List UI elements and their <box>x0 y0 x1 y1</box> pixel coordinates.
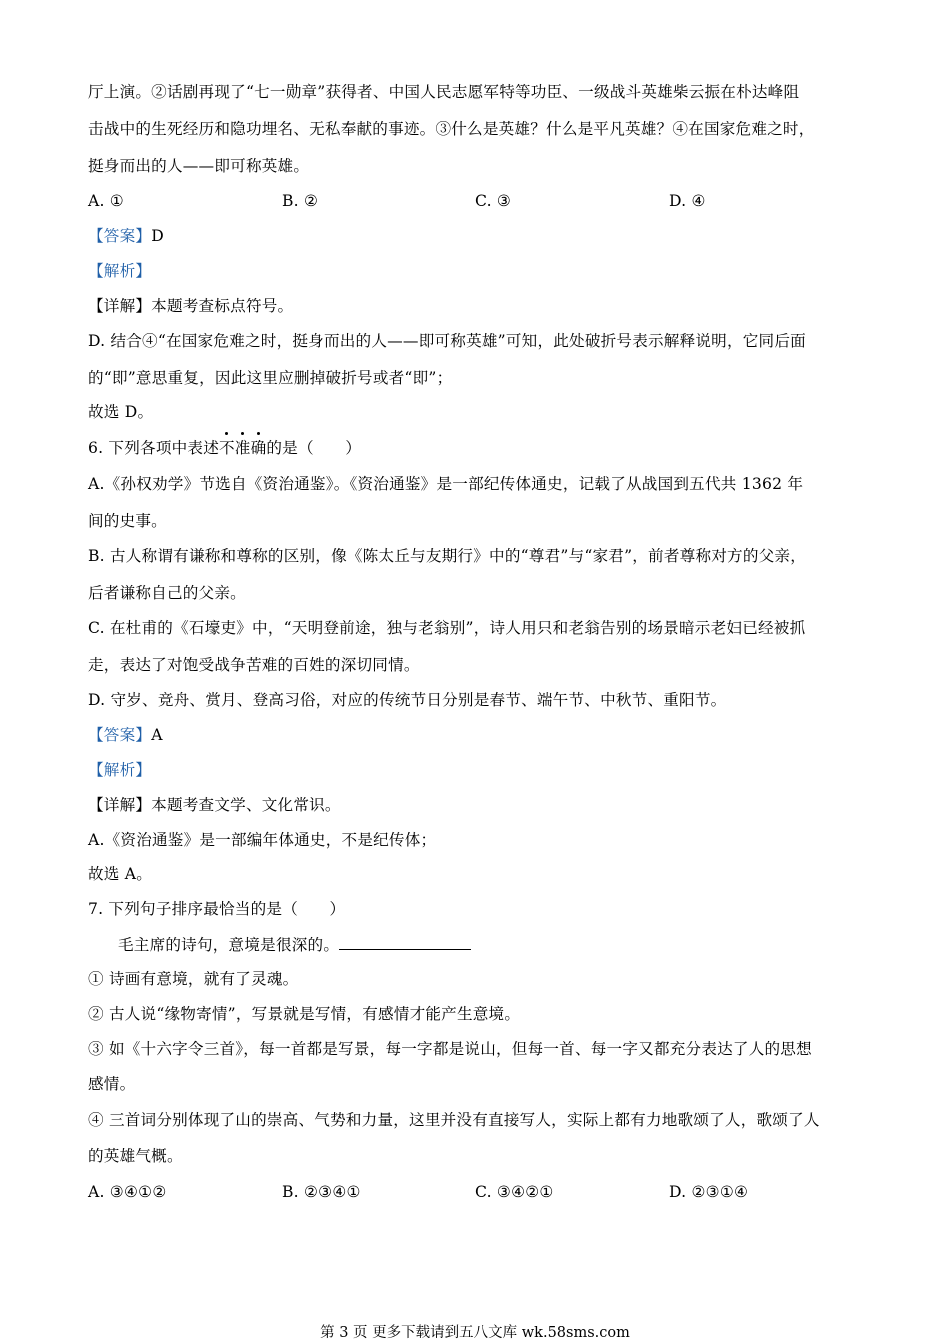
q5-option-d: D. ④ <box>669 192 706 210</box>
q5-answer-value: D <box>151 227 164 245</box>
q7-option-c: C. ③④②① <box>475 1183 554 1201</box>
q5-text-line-3: 挺身而出的人——即可称英雄。 <box>88 157 310 175</box>
q6-stem <box>88 438 361 458</box>
q6-stem-emph-1: 不 <box>219 439 235 457</box>
q6-stem-emph-3: 确 <box>250 439 267 457</box>
q6-stem-emph-2: 准 <box>234 439 251 457</box>
q6-conclusion: 故选 A。 <box>88 865 152 883</box>
q6-analysis-tag: 【解析】 <box>88 761 152 779</box>
q6-line-7: D. 守岁、竞舟、赏月、登高习俗，对应的传统节日分别是春节、端午节、中秋节、重阳节。 <box>88 691 727 709</box>
q5-explain-line-1: D. 结合④“在国家危难之时，挺身而出的人——即可称英雄”可知，此处破折号表示解释说明，它同后面 <box>88 332 806 350</box>
q6-stem-after: 的是（ ） <box>266 439 362 457</box>
q6-line-2: 间的史事。 <box>88 512 167 530</box>
q5-option-a: A. ① <box>88 192 124 210</box>
q5-explain-line-2: 的“即”意思重复，因此这里应删掉破折号或者“即”； <box>88 369 453 387</box>
q7-blank <box>339 935 471 950</box>
q7-line-1: ① 诗画有意境，就有了灵魂。 <box>88 970 299 988</box>
q6-line-4: 后者谦称自己的父亲。 <box>88 584 246 602</box>
answer-tag: 【答案】 <box>88 726 152 744</box>
q7-line-4: 感情。 <box>88 1075 136 1093</box>
q6-line-6: 走，表达了对饱受战争苦难的百姓的深切同情。 <box>88 656 420 674</box>
q6-detail: 【详解】本题考查文学、文化常识。 <box>88 796 341 814</box>
q7-lead <box>118 935 471 955</box>
q7-lead-text: 毛主席的诗句，意境是很深的。 <box>118 936 340 954</box>
q5-option-c: C. ③ <box>475 192 512 210</box>
q6-line-1: A.《孙权劝学》节选自《资治通鉴》。《资治通鉴》是一部纪传体通史，记载了从战国到五代共 1362 年 <box>88 475 804 493</box>
q7-option-a: A. ③④①② <box>88 1183 167 1201</box>
q7-line-6: 的英雄气概。 <box>88 1147 183 1165</box>
q5-option-b: B. ② <box>282 192 319 210</box>
q7-stem: 7. 下列句子排序最恰当的是（ ） <box>88 900 346 918</box>
q6-answer-line <box>88 725 163 745</box>
q6-answer-value: A <box>151 726 163 744</box>
q7-option-b: B. ②③④① <box>282 1183 361 1201</box>
q5-analysis-tag: 【解析】 <box>88 262 152 280</box>
q7-line-3: ③ 如《十六字令三首》，每一首都是写景，每一字都是说山，但每一首、每一字又都充分表达了人的思想 <box>88 1040 812 1058</box>
q5-conclusion: 故选 D。 <box>88 403 154 421</box>
q6-explain: A.《资治通鉴》是一部编年体通史，不是纪传体； <box>88 831 437 849</box>
q7-option-d: D. ②③①④ <box>669 1183 749 1201</box>
q6-line-3: B. 古人称谓有谦称和尊称的区别，像《陈太丘与友期行》中的“尊君”与“家君”，前者尊称对方的父亲， <box>88 547 806 565</box>
page-footer: 第 3 页 更多下载请到五八文库 wk.58sms.com <box>320 1325 630 1341</box>
q7-line-5: ④ 三首词分别体现了山的崇高、气势和力量，这里并没有直接写人，实际上都有力地歌颂了人，歌颂了人 <box>88 1111 820 1129</box>
q5-text-line-1: 厅上演。②话剧再现了“七一勋章”获得者、中国人民志愿军特等功臣、一级战斗英雄柴云振在朴达峰阻 <box>88 83 800 101</box>
q7-line-2: ② 古人说“缘物寄情”，写景就是写情，有感情才能产生意境。 <box>88 1005 521 1023</box>
q5-detail: 【详解】本题考查标点符号。 <box>88 297 294 315</box>
q6-line-5: C. 在杜甫的《石壕吏》中，“天明登前途，独与老翁别”，诗人用只和老翁告别的场景暗示老妇已经被抓 <box>88 619 806 637</box>
q5-text-line-2: 击战中的生死经历和隐功埋名、无私奉献的事迹。③什么是英雄？什么是平凡英雄？④在国家危难之时， <box>88 120 815 138</box>
q6-stem-before: 6. 下列各项中表述 <box>88 439 219 457</box>
answer-tag: 【答案】 <box>88 227 152 245</box>
q5-answer-line <box>88 226 164 246</box>
